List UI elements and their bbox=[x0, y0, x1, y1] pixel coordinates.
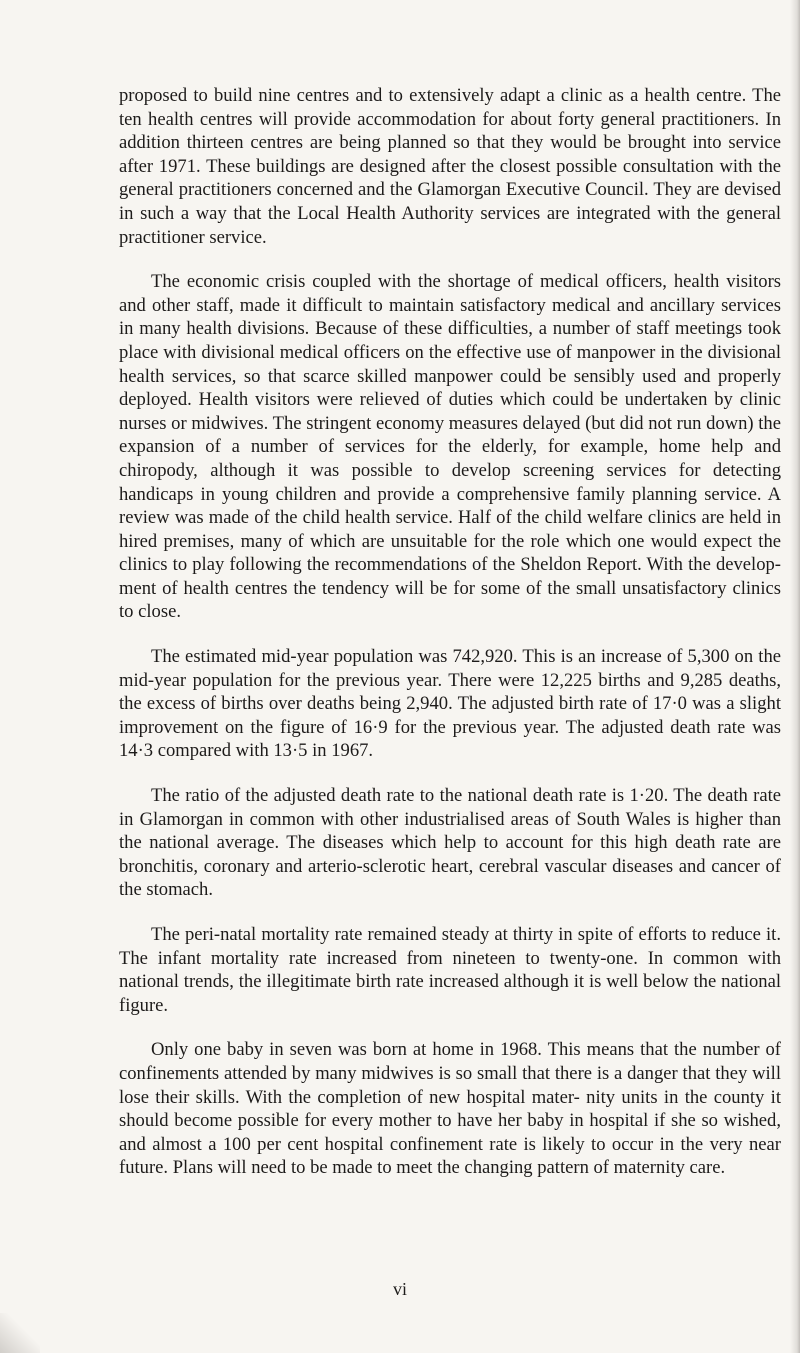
paragraph-health-centres: proposed to build nine centres and to extensively adapt a clinic as a health centre. The ten health centres will provide accommodation for about forty general practitioners. In addition thirteen centres are being planned so that they would be brought into service after 1971. These buildings are designed after the closest possible consultation with the general practitioners concerned and the Glamorgan Executive Council. They are devised in such a way that the Local Health Authority services are integrated with the general practitioner service. bbox=[119, 85, 781, 248]
page-edge-shadow bbox=[790, 0, 800, 1353]
paragraph-economic-crisis: The economic crisis coupled with the shortage of medical officers, health visitors and other staff, made it difficult to maintain satisfactory medical and ancillary services in many health divisions. Because of these difficulties, a number of staff meetings took place with divisional medical officers on the effective use of manpower in the divisional health services, so that scarce skilled manpower could be sensibly used and properly deployed. Health visitors were relieved of duties which could be undertaken by clinic nurses or midwives. The stringent economy measures delayed (but did not run down) the expansion of a number of services for the elderly, for example, home help and chiropody, although it was possible to develop screening services for detecting handicaps in young children and provide a comprehensive family planning service. A review was made of the child health service. Half of the child welfare clinics are held in hired premises, many of which are unsuitable for the role which one would expect the clinics to play following the recommendations of the Sheldon Report. With the develop- ment of health centres the tendency will be for some of the small unsatisfactory clinics to close. bbox=[119, 271, 781, 623]
body-text bbox=[119, 84, 781, 1201]
page-corner-shadow bbox=[0, 1313, 40, 1353]
paragraph-mortality: The peri-natal mortality rate remained steady at thirty in spite of efforts to reduce it. The infant mortality rate increased from nineteen to twenty-one. In common with national trends, the illegitimate birth rate increased although it is well below the national figure. bbox=[119, 924, 781, 1016]
paragraph-home-births: Only one baby in seven was born at home in 1968. This means that the number of confinements attended by many midwives is so small that there is a danger that they will lose their skills. With the completion of new hospital mater- nity units in the county it should become possible for every mother to have her baby in hospital if she so wished, and almost a 100 per cent hospital confinement rate is likely to occur in the very near future. Plans will need to be made to meet the changing pattern of maternity care. bbox=[119, 1039, 781, 1179]
paragraph-population: The estimated mid-year population was 742,920. This is an increase of 5,300 on the mid-year population for the previous year. There were 12,225 births and 9,285 deaths, the excess of births over deaths being 2,940. The adjusted birth rate of 17·0 was a slight improvement on the figure of 16·9 for the previous year. The adjusted death rate was 14·3 compared with 13·5 in 1967. bbox=[119, 646, 781, 762]
page-number: vi bbox=[392, 1279, 407, 1299]
paragraph-death-rate: The ratio of the adjusted death rate to the national death rate is 1·20. The death rate in Glamorgan in common with other industrialised areas of South Wales is higher than the national average. The diseases which help to account for this high death rate are bronchitis, coronary and arterio-sclerotic heart, cerebral vascular diseases and cancer of the stomach. bbox=[119, 785, 781, 901]
